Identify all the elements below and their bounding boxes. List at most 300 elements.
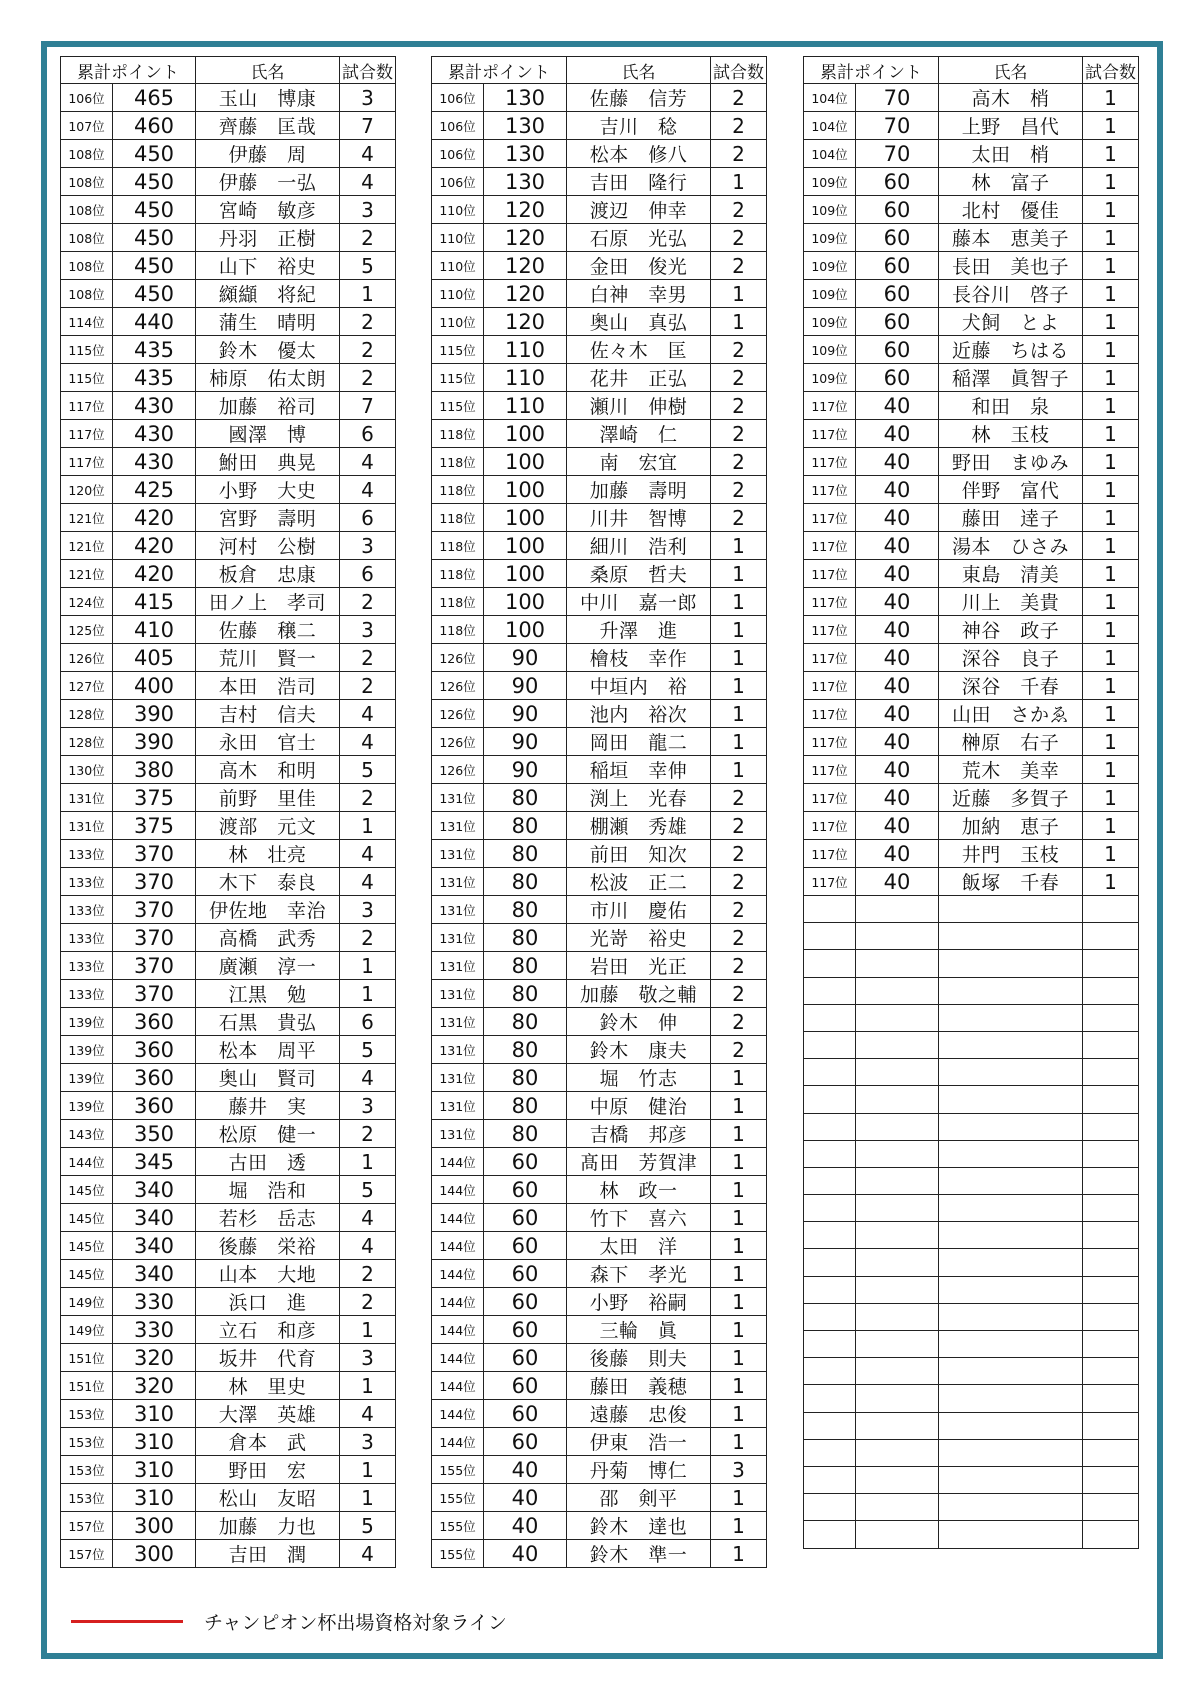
table-row (432, 1372, 767, 1400)
rank-cell (804, 950, 856, 977)
rank-cell: 117位 (804, 700, 856, 728)
points-cell: 60 (484, 1372, 567, 1400)
games-cell: 1 (711, 1316, 767, 1344)
name-cell: 松波 正二 (567, 868, 711, 896)
points-cell: 40 (484, 1456, 567, 1484)
points-cell (856, 1466, 939, 1493)
points-cell: 40 (856, 756, 939, 784)
points-cell: 60 (856, 336, 939, 364)
header-row (61, 57, 396, 84)
name-cell: 齊藤 匡哉 (196, 112, 340, 140)
name-cell: 長田 美也子 (939, 252, 1083, 280)
table-row (61, 448, 396, 476)
rank-cell: 118位 (432, 476, 484, 504)
name-cell (939, 1195, 1083, 1222)
table-row (804, 1466, 1139, 1493)
rank-cell: 117位 (804, 756, 856, 784)
points-cell: 60 (856, 364, 939, 392)
name-cell: 板倉 忠康 (196, 560, 340, 588)
table-row (432, 84, 767, 112)
rank-cell: 120位 (61, 476, 113, 504)
points-cell: 320 (113, 1372, 196, 1400)
games-cell: 2 (711, 980, 767, 1008)
name-cell: 渡辺 伸幸 (567, 196, 711, 224)
games-cell: 1 (1083, 364, 1139, 392)
points-cell: 80 (484, 1092, 567, 1120)
games-cell: 6 (340, 504, 396, 532)
games-cell: 5 (340, 756, 396, 784)
name-cell: 坂井 代育 (196, 1344, 340, 1372)
name-cell (939, 950, 1083, 977)
points-cell: 130 (484, 168, 567, 196)
points-cell: 90 (484, 672, 567, 700)
games-cell (1083, 1031, 1139, 1058)
rank-cell: 144位 (432, 1400, 484, 1428)
rank-cell: 117位 (804, 784, 856, 812)
table-row (804, 1004, 1139, 1031)
rank-cell: 131位 (432, 784, 484, 812)
name-cell: 鈴木 伸 (567, 1008, 711, 1036)
rank-cell: 117位 (804, 560, 856, 588)
points-cell: 60 (856, 252, 939, 280)
name-cell: 上野 昌代 (939, 112, 1083, 140)
name-cell: 湯本 ひさみ (939, 532, 1083, 560)
table-row (432, 336, 767, 364)
table-row (61, 840, 396, 868)
rank-cell: 131位 (432, 952, 484, 980)
points-cell: 90 (484, 700, 567, 728)
name-cell (939, 1031, 1083, 1058)
name-cell (939, 1140, 1083, 1167)
name-cell: 遠藤 忠俊 (567, 1400, 711, 1428)
points-cell (856, 1358, 939, 1385)
table-row (804, 950, 1139, 977)
points-cell: 450 (113, 280, 196, 308)
games-cell: 3 (340, 1092, 396, 1120)
name-cell: 若杉 岳志 (196, 1204, 340, 1232)
table-row (804, 588, 1139, 616)
table-row (432, 896, 767, 924)
name-cell: 丹菊 博仁 (567, 1456, 711, 1484)
name-cell (939, 1466, 1083, 1493)
points-cell: 60 (484, 1316, 567, 1344)
name-cell: 廣瀬 淳一 (196, 952, 340, 980)
points-cell: 350 (113, 1120, 196, 1148)
rank-cell: 145位 (61, 1176, 113, 1204)
points-cell (856, 977, 939, 1004)
points-cell: 450 (113, 168, 196, 196)
table-row (804, 252, 1139, 280)
games-cell: 2 (340, 1120, 396, 1148)
rank-cell (804, 1140, 856, 1167)
table-row (804, 364, 1139, 392)
rank-cell (804, 1521, 856, 1548)
games-cell: 2 (340, 224, 396, 252)
table-row (804, 923, 1139, 950)
table-row (432, 1008, 767, 1036)
games-cell: 2 (711, 840, 767, 868)
table-row (804, 420, 1139, 448)
rank-cell: 115位 (61, 364, 113, 392)
points-cell: 320 (113, 1344, 196, 1372)
games-cell: 2 (340, 1288, 396, 1316)
table-row (61, 616, 396, 644)
points-cell: 40 (484, 1512, 567, 1540)
games-cell: 2 (711, 196, 767, 224)
points-cell: 370 (113, 868, 196, 896)
name-cell: 後藤 則夫 (567, 1344, 711, 1372)
name-cell: 藤井 実 (196, 1092, 340, 1120)
rank-cell: 108位 (61, 140, 113, 168)
name-cell: 高木 梢 (939, 84, 1083, 112)
name-cell: 高木 和明 (196, 756, 340, 784)
header-row (432, 57, 767, 84)
name-cell: 山下 裕史 (196, 252, 340, 280)
points-cell: 40 (856, 504, 939, 532)
points-cell: 80 (484, 784, 567, 812)
table-row (61, 1540, 396, 1568)
points-cell: 100 (484, 560, 567, 588)
table-row (432, 392, 767, 420)
rank-cell: 143位 (61, 1120, 113, 1148)
points-cell: 430 (113, 392, 196, 420)
name-cell: 太田 梢 (939, 140, 1083, 168)
games-cell: 1 (711, 756, 767, 784)
name-cell (939, 1358, 1083, 1385)
games-cell: 1 (711, 532, 767, 560)
rank-cell: 133位 (61, 952, 113, 980)
table-row (804, 840, 1139, 868)
table-row (61, 1148, 396, 1176)
points-cell: 420 (113, 532, 196, 560)
points-cell: 100 (484, 588, 567, 616)
table-row (804, 84, 1139, 112)
name-cell: 松本 周平 (196, 1036, 340, 1064)
table-row (61, 336, 396, 364)
name-cell: 藤田 義穂 (567, 1372, 711, 1400)
points-cell: 40 (856, 672, 939, 700)
table-row (432, 1456, 767, 1484)
points-cell: 90 (484, 756, 567, 784)
games-cell: 1 (711, 1176, 767, 1204)
rank-cell: 121位 (61, 560, 113, 588)
rank-cell: 121位 (61, 504, 113, 532)
name-cell (939, 1113, 1083, 1140)
rank-cell: 110位 (432, 308, 484, 336)
points-cell: 300 (113, 1512, 196, 1540)
points-cell: 80 (484, 812, 567, 840)
name-cell: 棚瀬 秀雄 (567, 812, 711, 840)
rank-cell (804, 1439, 856, 1466)
points-cell: 360 (113, 1008, 196, 1036)
name-cell: 奥山 真弘 (567, 308, 711, 336)
name-cell: 伊東 浩一 (567, 1428, 711, 1456)
table-row (432, 280, 767, 308)
table-row (61, 1316, 396, 1344)
name-cell: 林 富子 (939, 168, 1083, 196)
games-cell: 6 (340, 420, 396, 448)
rank-cell: 109位 (804, 280, 856, 308)
rank-cell (804, 1113, 856, 1140)
rank-cell: 145位 (61, 1204, 113, 1232)
table-row (804, 1494, 1139, 1521)
table-row (804, 1222, 1139, 1249)
table-row (61, 476, 396, 504)
name-cell: 堀 浩和 (196, 1176, 340, 1204)
points-cell: 60 (856, 168, 939, 196)
games-cell: 2 (711, 924, 767, 952)
table-row (804, 1276, 1139, 1303)
points-cell: 40 (856, 616, 939, 644)
name-cell (939, 1494, 1083, 1521)
games-cell: 3 (340, 1428, 396, 1456)
games-cell: 4 (340, 1540, 396, 1568)
games-cell: 2 (711, 784, 767, 812)
games-cell: 2 (711, 84, 767, 112)
games-cell: 4 (340, 700, 396, 728)
games-cell: 1 (711, 1092, 767, 1120)
table-row (61, 168, 396, 196)
table-row (61, 1204, 396, 1232)
rank-cell: 109位 (804, 252, 856, 280)
table-row (804, 560, 1139, 588)
table-row (432, 1036, 767, 1064)
rank-cell: 115位 (432, 392, 484, 420)
name-cell: 神谷 政子 (939, 616, 1083, 644)
name-cell: 大澤 英雄 (196, 1400, 340, 1428)
games-cell: 2 (340, 364, 396, 392)
table-row (61, 980, 396, 1008)
games-cell: 1 (1083, 140, 1139, 168)
points-cell (856, 1059, 939, 1086)
name-cell: 瀬川 伸樹 (567, 392, 711, 420)
rank-cell: 121位 (61, 532, 113, 560)
table-row (804, 1113, 1139, 1140)
table-row (61, 420, 396, 448)
rank-cell: 126位 (432, 672, 484, 700)
table-row (432, 1512, 767, 1540)
games-cell: 1 (1083, 616, 1139, 644)
points-cell: 420 (113, 504, 196, 532)
table-row (61, 196, 396, 224)
games-cell: 2 (340, 308, 396, 336)
table-row (61, 924, 396, 952)
rank-cell: 139位 (61, 1092, 113, 1120)
points-cell: 60 (484, 1204, 567, 1232)
name-cell: 野田 まゆみ (939, 448, 1083, 476)
name-cell (939, 1004, 1083, 1031)
rank-cell: 117位 (804, 392, 856, 420)
games-cell: 4 (340, 840, 396, 868)
points-cell: 120 (484, 280, 567, 308)
name-cell: 小野 裕嗣 (567, 1288, 711, 1316)
rank-cell: 115位 (432, 336, 484, 364)
rank-cell (804, 1466, 856, 1493)
name-cell: 松山 友昭 (196, 1484, 340, 1512)
games-cell: 1 (1083, 392, 1139, 420)
rank-cell: 108位 (61, 280, 113, 308)
games-cell: 1 (711, 1148, 767, 1176)
rank-cell (804, 1276, 856, 1303)
table-row (61, 392, 396, 420)
rank-cell: 149位 (61, 1288, 113, 1316)
name-cell: 稲垣 幸伸 (567, 756, 711, 784)
name-cell: 鈴木 康夫 (567, 1036, 711, 1064)
rank-cell: 117位 (804, 728, 856, 756)
name-cell: 荒川 賢一 (196, 644, 340, 672)
games-cell: 3 (340, 896, 396, 924)
rank-cell (804, 1086, 856, 1113)
table-row (61, 1092, 396, 1120)
rank-cell: 117位 (804, 840, 856, 868)
table-row (432, 812, 767, 840)
name-cell: 竹下 喜六 (567, 1204, 711, 1232)
games-cell (1083, 1140, 1139, 1167)
table-row (61, 588, 396, 616)
games-cell: 4 (340, 448, 396, 476)
rank-cell: 117位 (804, 616, 856, 644)
table-row (804, 1303, 1139, 1330)
points-cell: 60 (484, 1260, 567, 1288)
name-cell: 前田 知次 (567, 840, 711, 868)
games-cell: 4 (340, 1204, 396, 1232)
points-cell: 130 (484, 140, 567, 168)
games-cell (1083, 1358, 1139, 1385)
header-row (804, 57, 1139, 84)
rank-cell: 118位 (432, 616, 484, 644)
rank-cell: 144位 (432, 1232, 484, 1260)
name-cell: 升澤 進 (567, 616, 711, 644)
rank-cell: 144位 (432, 1428, 484, 1456)
table-row (804, 616, 1139, 644)
rank-cell: 128位 (61, 700, 113, 728)
table-row (61, 308, 396, 336)
rank-cell: 133位 (61, 980, 113, 1008)
rank-cell: 117位 (804, 588, 856, 616)
points-cell: 60 (484, 1288, 567, 1316)
points-cell (856, 1385, 939, 1412)
name-cell: 鮒田 典晃 (196, 448, 340, 476)
table-row (804, 1521, 1139, 1548)
name-cell: 宮崎 敏彦 (196, 196, 340, 224)
rank-cell: 109位 (804, 196, 856, 224)
games-cell: 1 (711, 308, 767, 336)
table-row (432, 252, 767, 280)
table-row (61, 252, 396, 280)
games-cell (1083, 1167, 1139, 1194)
rank-cell: 110位 (432, 280, 484, 308)
points-cell: 110 (484, 392, 567, 420)
rank-cell: 139位 (61, 1064, 113, 1092)
table-row (432, 448, 767, 476)
rank-cell: 104位 (804, 140, 856, 168)
points-cell: 110 (484, 364, 567, 392)
rank-cell: 109位 (804, 336, 856, 364)
rank-cell: 131位 (432, 1036, 484, 1064)
table-row (804, 700, 1139, 728)
name-cell: 近藤 ちはる (939, 336, 1083, 364)
points-cell: 120 (484, 252, 567, 280)
name-cell: 後藤 栄裕 (196, 1232, 340, 1260)
rank-cell: 145位 (61, 1260, 113, 1288)
name-cell: 古田 透 (196, 1148, 340, 1176)
rank-cell: 131位 (432, 1120, 484, 1148)
table-row (804, 672, 1139, 700)
rank-cell: 133位 (61, 896, 113, 924)
points-cell: 340 (113, 1260, 196, 1288)
table-row (432, 1316, 767, 1344)
points-cell: 40 (856, 784, 939, 812)
table-row (61, 140, 396, 168)
ranking-table-1 (60, 56, 396, 1568)
header-games: 試合数 (1083, 57, 1139, 84)
rank-cell (804, 1059, 856, 1086)
points-cell: 415 (113, 588, 196, 616)
games-cell: 2 (711, 224, 767, 252)
points-cell: 100 (484, 420, 567, 448)
rank-cell: 153位 (61, 1484, 113, 1512)
games-cell: 1 (711, 1260, 767, 1288)
games-cell (1083, 1303, 1139, 1330)
name-cell: 渡部 元文 (196, 812, 340, 840)
games-cell: 3 (340, 532, 396, 560)
games-cell: 2 (711, 476, 767, 504)
table-row (804, 728, 1139, 756)
games-cell: 4 (340, 1400, 396, 1428)
points-cell (856, 1494, 939, 1521)
rank-cell (804, 1358, 856, 1385)
name-cell: 桑原 哲夫 (567, 560, 711, 588)
points-cell: 40 (856, 840, 939, 868)
table-row (804, 1140, 1139, 1167)
games-cell: 1 (1083, 336, 1139, 364)
table-row (432, 1232, 767, 1260)
points-cell (856, 1086, 939, 1113)
games-cell: 1 (1083, 196, 1139, 224)
name-cell: 北村 優佳 (939, 196, 1083, 224)
games-cell: 4 (340, 728, 396, 756)
name-cell: 山本 大地 (196, 1260, 340, 1288)
rank-cell: 117位 (804, 504, 856, 532)
points-cell: 60 (484, 1176, 567, 1204)
name-cell: 奥山 賢司 (196, 1064, 340, 1092)
rank-cell: 110位 (432, 196, 484, 224)
rank-cell: 155位 (432, 1540, 484, 1568)
table-row (432, 476, 767, 504)
name-cell: 立石 和彦 (196, 1316, 340, 1344)
rank-cell (804, 923, 856, 950)
games-cell: 2 (711, 336, 767, 364)
rank-cell: 131位 (432, 840, 484, 868)
points-cell: 375 (113, 812, 196, 840)
games-cell: 5 (340, 1512, 396, 1540)
rank-cell: 126位 (61, 644, 113, 672)
name-cell: 松原 健一 (196, 1120, 340, 1148)
name-cell: 國澤 博 (196, 420, 340, 448)
name-cell (939, 1059, 1083, 1086)
games-cell (1083, 1113, 1139, 1140)
name-cell: 蒲生 晴明 (196, 308, 340, 336)
rank-cell (804, 1195, 856, 1222)
name-cell: 渕上 光春 (567, 784, 711, 812)
table-row (432, 672, 767, 700)
rank-cell (804, 1167, 856, 1194)
points-cell: 80 (484, 1120, 567, 1148)
header-games: 試合数 (711, 57, 767, 84)
table-row (432, 952, 767, 980)
games-cell: 2 (340, 672, 396, 700)
rank-cell: 110位 (432, 224, 484, 252)
